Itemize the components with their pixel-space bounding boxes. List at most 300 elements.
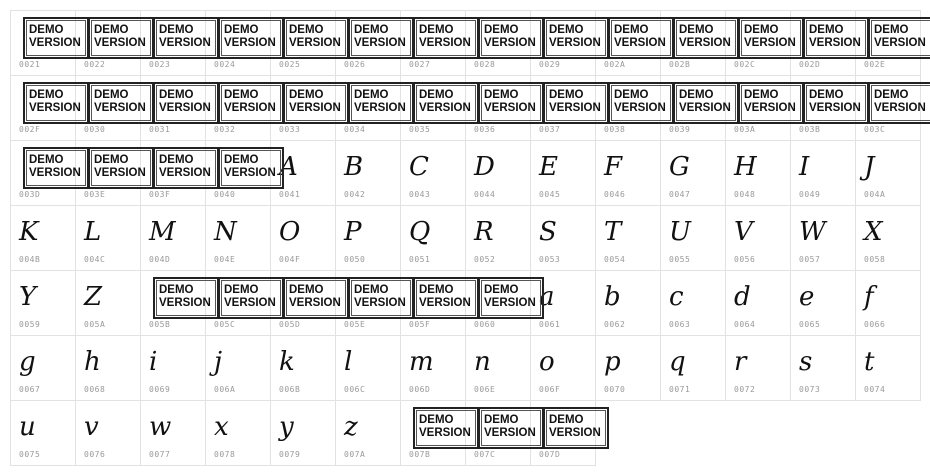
glyph-code-label: 005E	[344, 320, 366, 329]
demo-version-placeholder	[348, 17, 414, 59]
demo-version-placeholder	[218, 82, 284, 124]
glyph-code-label: 002A	[604, 60, 626, 69]
glyph-code-label: 0027	[409, 60, 431, 69]
demo-version-placeholder	[283, 277, 349, 319]
demo-label-line1: DEMO	[809, 24, 844, 36]
demo-version-placeholder	[608, 17, 674, 59]
demo-label-line1: DEMO	[419, 89, 454, 101]
demo-label-line2: VERSION	[354, 102, 406, 114]
demo-label-line1: DEMO	[224, 284, 259, 296]
glyph-code-label: 007A	[344, 450, 366, 459]
demo-label-line1: DEMO	[419, 24, 454, 36]
glyph-code-label: 0024	[214, 60, 236, 69]
demo-label-line2: VERSION	[484, 297, 536, 309]
demo-label-line1: DEMO	[289, 24, 324, 36]
glyph-code-label: 004E	[214, 255, 236, 264]
glyph-code-label: 0037	[539, 125, 561, 134]
glyph-code-label: 0064	[734, 320, 756, 329]
demo-label-line1: DEMO	[744, 89, 779, 101]
glyph-code-label: 0072	[734, 385, 756, 394]
glyph-cell	[530, 140, 596, 206]
glyph-cell	[790, 140, 856, 206]
glyph-sample: V	[734, 217, 753, 247]
glyph-cell	[140, 335, 206, 401]
glyph-sample: H	[734, 152, 757, 182]
glyph-sample: Y	[19, 282, 37, 312]
demo-label-line2: VERSION	[289, 297, 341, 309]
glyph-sample: h	[84, 347, 101, 377]
demo-version-placeholder	[88, 17, 154, 59]
demo-label-line1: DEMO	[484, 414, 519, 426]
demo-label-line2: VERSION	[289, 102, 341, 114]
glyph-code-label: 003E	[84, 190, 106, 199]
glyph-sample: r	[734, 347, 747, 377]
glyph-cell	[10, 335, 76, 401]
demo-label-line2: VERSION	[289, 37, 341, 49]
glyph-sample: o	[539, 347, 555, 377]
demo-label-line1: DEMO	[29, 24, 64, 36]
demo-label-line1: DEMO	[679, 89, 714, 101]
glyph-code-label: 0032	[214, 125, 236, 134]
demo-label-line1: DEMO	[614, 24, 649, 36]
demo-version-placeholder	[153, 17, 219, 59]
demo-label-line2: VERSION	[614, 102, 666, 114]
glyph-code-label: 002E	[864, 60, 886, 69]
demo-label-line1: DEMO	[614, 89, 649, 101]
glyph-code-label: 0031	[149, 125, 171, 134]
glyph-cell	[400, 140, 466, 206]
glyph-code-label: 002F	[19, 125, 41, 134]
glyph-code-label: 006F	[539, 385, 561, 394]
glyph-sample: N	[214, 217, 237, 247]
glyph-code-label: 007D	[539, 450, 561, 459]
glyph-cell	[725, 335, 791, 401]
glyph-cell	[595, 335, 661, 401]
demo-label-line1: DEMO	[224, 154, 259, 166]
demo-label-line2: VERSION	[159, 102, 211, 114]
glyph-code-label: 0066	[864, 320, 886, 329]
glyph-code-label: 0063	[669, 320, 691, 329]
glyph-code-label: 0069	[149, 385, 171, 394]
glyph-code-label: 003F	[149, 190, 171, 199]
glyph-sample: x	[214, 412, 229, 442]
glyph-sample: u	[19, 412, 36, 442]
glyph-code-label: 005D	[279, 320, 301, 329]
demo-version-placeholder	[88, 147, 154, 189]
glyph-code-label: 003B	[799, 125, 821, 134]
glyph-sample: m	[409, 347, 434, 377]
glyph-code-label: 004D	[149, 255, 171, 264]
demo-label-line1: DEMO	[94, 89, 129, 101]
demo-label-line2: VERSION	[94, 37, 146, 49]
glyph-code-label: 0067	[19, 385, 41, 394]
glyph-sample: q	[669, 347, 686, 377]
glyph-cell	[595, 270, 661, 336]
demo-label-line1: DEMO	[159, 89, 194, 101]
demo-version-placeholder	[803, 17, 869, 59]
glyph-code-label: 0044	[474, 190, 496, 199]
demo-label-line2: VERSION	[29, 37, 81, 49]
demo-label-line2: VERSION	[874, 37, 926, 49]
glyph-code-label: 002B	[669, 60, 691, 69]
glyph-code-label: 0071	[669, 385, 691, 394]
glyph-code-label: 0074	[864, 385, 886, 394]
glyph-cell	[335, 205, 401, 271]
demo-label-line2: VERSION	[549, 37, 601, 49]
glyph-sample: i	[149, 347, 158, 377]
glyph-code-label: 0046	[604, 190, 626, 199]
demo-label-line1: DEMO	[354, 24, 389, 36]
glyph-code-label: 0054	[604, 255, 626, 264]
glyph-cell	[10, 205, 76, 271]
demo-version-placeholder	[88, 82, 154, 124]
glyph-sample: P	[344, 217, 362, 247]
demo-label-line1: DEMO	[549, 89, 584, 101]
glyph-sample: f	[864, 282, 874, 312]
demo-label-line2: VERSION	[679, 102, 731, 114]
glyph-code-label: 0030	[84, 125, 106, 134]
glyph-sample: O	[279, 217, 301, 247]
glyph-code-label: 0056	[734, 255, 756, 264]
glyph-cell	[855, 205, 921, 271]
demo-label-line2: VERSION	[614, 37, 666, 49]
glyph-cell	[465, 205, 531, 271]
glyph-code-label: 006C	[344, 385, 366, 394]
glyph-sample: G	[669, 152, 690, 182]
glyph-cell	[205, 400, 271, 466]
glyph-code-label: 0057	[799, 255, 821, 264]
glyph-code-label: 0029	[539, 60, 561, 69]
demo-label-line2: VERSION	[679, 37, 731, 49]
glyph-code-label: 006E	[474, 385, 496, 394]
demo-label-line2: VERSION	[809, 37, 861, 49]
glyph-code-label: 007B	[409, 450, 431, 459]
glyph-code-label: 0041	[279, 190, 301, 199]
demo-label-line1: DEMO	[94, 154, 129, 166]
glyph-code-label: 003A	[734, 125, 756, 134]
glyph-cell	[530, 335, 596, 401]
glyph-code-label: 002D	[799, 60, 821, 69]
glyph-cell	[10, 140, 81, 206]
demo-version-placeholder	[478, 17, 544, 59]
glyph-sample: F	[604, 152, 623, 182]
glyph-cell	[75, 270, 141, 336]
glyph-cell	[855, 335, 921, 401]
glyph-code-label: 0062	[604, 320, 626, 329]
demo-label-line2: VERSION	[224, 102, 276, 114]
demo-label-line2: VERSION	[419, 102, 471, 114]
demo-label-line2: VERSION	[224, 167, 276, 179]
demo-label-line2: VERSION	[224, 37, 276, 49]
demo-label-line2: VERSION	[484, 427, 536, 439]
demo-version-placeholder	[543, 82, 609, 124]
glyph-code-label: 0021	[19, 60, 41, 69]
glyph-code-label: 0060	[474, 320, 496, 329]
glyph-code-label: 0033	[279, 125, 301, 134]
demo-version-placeholder	[413, 17, 479, 59]
demo-label-line1: DEMO	[224, 24, 259, 36]
demo-version-placeholder	[478, 277, 544, 319]
glyph-cell	[75, 205, 141, 271]
demo-version-placeholder	[153, 147, 219, 189]
demo-label-line2: VERSION	[484, 37, 536, 49]
glyph-cell	[10, 400, 76, 466]
demo-label-line2: VERSION	[874, 102, 926, 114]
glyph-code-label: 0042	[344, 190, 366, 199]
glyph-sample: y	[279, 412, 294, 442]
demo-label-line1: DEMO	[354, 89, 389, 101]
demo-label-line1: DEMO	[29, 154, 64, 166]
glyph-code-label: 0079	[279, 450, 301, 459]
glyph-code-label: 0068	[84, 385, 106, 394]
glyph-code-label: 002C	[734, 60, 756, 69]
glyph-cell	[205, 335, 271, 401]
glyph-sample: M	[149, 217, 176, 247]
glyph-code-label: 0038	[604, 125, 626, 134]
demo-label-line2: VERSION	[159, 167, 211, 179]
glyph-code-label: 0076	[84, 450, 106, 459]
demo-version-placeholder	[738, 17, 804, 59]
glyph-sample: R	[474, 217, 494, 247]
demo-label-line1: DEMO	[289, 284, 324, 296]
demo-label-line2: VERSION	[549, 102, 601, 114]
demo-label-line2: VERSION	[744, 37, 796, 49]
glyph-cell	[855, 140, 921, 206]
demo-label-line1: DEMO	[354, 284, 389, 296]
glyph-sample: T	[604, 217, 622, 247]
glyph-code-label: 003C	[864, 125, 886, 134]
glyph-sample: e	[799, 282, 815, 312]
glyph-sample: k	[279, 347, 295, 377]
glyph-code-label: 004A	[864, 190, 886, 199]
demo-label-line2: VERSION	[159, 297, 211, 309]
glyph-cell	[335, 335, 401, 401]
glyph-code-label: 0058	[864, 255, 886, 264]
glyph-code-label: 0048	[734, 190, 756, 199]
demo-label-line1: DEMO	[94, 24, 129, 36]
glyph-sample: I	[799, 152, 810, 182]
demo-version-placeholder	[608, 82, 674, 124]
glyph-sample: v	[84, 412, 99, 442]
demo-version-placeholder	[478, 407, 544, 449]
glyph-cell	[595, 140, 661, 206]
glyph-sample: U	[669, 217, 691, 247]
glyph-cell	[270, 205, 336, 271]
glyph-cell	[530, 205, 596, 271]
glyph-cell	[660, 270, 726, 336]
glyph-code-label: 004B	[19, 255, 41, 264]
demo-version-placeholder	[478, 82, 544, 124]
demo-version-placeholder	[283, 82, 349, 124]
glyph-sample: A	[279, 152, 298, 182]
demo-label-line2: VERSION	[224, 297, 276, 309]
glyph-sample: b	[604, 282, 621, 312]
glyph-code-label: 0065	[799, 320, 821, 329]
glyph-cell	[400, 335, 466, 401]
glyph-cell	[790, 335, 856, 401]
glyph-code-label: 0050	[344, 255, 366, 264]
glyph-code-label: 005B	[149, 320, 171, 329]
demo-label-line1: DEMO	[744, 24, 779, 36]
demo-label-line1: DEMO	[484, 24, 519, 36]
glyph-cell	[725, 205, 791, 271]
demo-label-line2: VERSION	[94, 102, 146, 114]
glyph-code-label: 006B	[279, 385, 301, 394]
demo-version-placeholder	[413, 407, 479, 449]
demo-label-line1: DEMO	[549, 24, 584, 36]
glyph-code-label: 0028	[474, 60, 496, 69]
glyph-code-label: 007C	[474, 450, 496, 459]
demo-version-placeholder	[153, 277, 219, 319]
glyph-code-label: 004C	[84, 255, 106, 264]
glyph-code-label: 005C	[214, 320, 236, 329]
glyph-cell	[465, 140, 531, 206]
demo-version-placeholder	[153, 82, 219, 124]
glyph-code-label: 0026	[344, 60, 366, 69]
demo-version-placeholder	[348, 277, 414, 319]
demo-label-line2: VERSION	[419, 297, 471, 309]
glyph-cell	[10, 270, 76, 336]
demo-version-placeholder	[543, 17, 609, 59]
glyph-code-label: 004F	[279, 255, 301, 264]
demo-version-placeholder	[218, 277, 284, 319]
glyph-cell	[140, 400, 206, 466]
glyph-code-label: 0045	[539, 190, 561, 199]
demo-label-line1: DEMO	[159, 24, 194, 36]
demo-version-placeholder	[23, 147, 89, 189]
glyph-sample: K	[19, 217, 39, 247]
glyph-code-label: 0025	[279, 60, 301, 69]
glyph-cell	[660, 335, 726, 401]
glyph-cell	[400, 400, 471, 466]
glyph-cell	[855, 270, 921, 336]
glyph-sample: Z	[84, 282, 103, 312]
glyph-code-label: 0077	[149, 450, 171, 459]
glyph-code-label: 0075	[19, 450, 41, 459]
glyph-sample: d	[734, 282, 751, 312]
glyph-sample: p	[604, 347, 621, 377]
glyph-cell	[10, 75, 81, 141]
demo-version-placeholder	[803, 82, 869, 124]
glyph-code-label: 005A	[84, 320, 106, 329]
glyph-sample: z	[344, 412, 358, 442]
glyph-cell	[465, 335, 531, 401]
demo-version-placeholder	[738, 82, 804, 124]
demo-label-line2: VERSION	[484, 102, 536, 114]
demo-version-placeholder	[868, 82, 930, 124]
glyph-sample: E	[539, 152, 558, 182]
glyph-sample: w	[149, 412, 172, 442]
demo-label-line1: DEMO	[29, 89, 64, 101]
glyph-code-label: 005F	[409, 320, 431, 329]
glyph-cell	[140, 205, 206, 271]
glyph-cell	[725, 270, 791, 336]
glyph-sample: a	[539, 282, 555, 312]
glyph-code-label: 0078	[214, 450, 236, 459]
demo-version-placeholder	[868, 17, 930, 59]
demo-label-line2: VERSION	[94, 167, 146, 179]
demo-version-placeholder	[348, 82, 414, 124]
demo-label-line1: DEMO	[224, 89, 259, 101]
glyph-sample: S	[539, 217, 557, 247]
glyph-cell	[10, 10, 81, 76]
glyph-sample: j	[214, 347, 223, 377]
glyph-code-label: 0036	[474, 125, 496, 134]
glyph-code-label: 0049	[799, 190, 821, 199]
demo-version-placeholder	[283, 17, 349, 59]
glyph-cell	[595, 205, 661, 271]
glyph-sample: n	[474, 347, 491, 377]
demo-label-line2: VERSION	[809, 102, 861, 114]
demo-version-placeholder	[543, 407, 609, 449]
demo-label-line1: DEMO	[289, 89, 324, 101]
demo-version-placeholder	[673, 82, 739, 124]
glyph-cell	[270, 335, 336, 401]
glyph-cell	[140, 270, 211, 336]
glyph-cell	[75, 335, 141, 401]
demo-label-line1: DEMO	[874, 89, 909, 101]
glyph-sample: B	[344, 152, 364, 182]
glyph-code-label: 0047	[669, 190, 691, 199]
glyph-code-label: 0035	[409, 125, 431, 134]
glyph-code-label: 0034	[344, 125, 366, 134]
glyph-cell	[400, 205, 466, 271]
glyph-sample: l	[344, 347, 353, 377]
glyph-code-label: 0055	[669, 255, 691, 264]
glyph-code-label: 006D	[409, 385, 431, 394]
demo-version-placeholder	[23, 82, 89, 124]
demo-version-placeholder	[413, 277, 479, 319]
demo-label-line2: VERSION	[549, 427, 601, 439]
glyph-sample: t	[864, 347, 875, 377]
glyph-cell	[790, 270, 856, 336]
demo-label-line2: VERSION	[419, 427, 471, 439]
glyph-sample: C	[409, 152, 429, 182]
demo-label-line1: DEMO	[159, 154, 194, 166]
demo-label-line1: DEMO	[874, 24, 909, 36]
glyph-cell	[205, 205, 271, 271]
demo-version-placeholder	[218, 147, 284, 189]
demo-label-line2: VERSION	[29, 167, 81, 179]
demo-label-line1: DEMO	[549, 414, 584, 426]
glyph-code-label: 006A	[214, 385, 236, 394]
glyph-cell	[725, 140, 791, 206]
glyph-code-label: 0073	[799, 385, 821, 394]
demo-label-line1: DEMO	[679, 24, 714, 36]
glyph-code-label: 0061	[539, 320, 561, 329]
demo-label-line1: DEMO	[484, 89, 519, 101]
demo-version-placeholder	[673, 17, 739, 59]
glyph-sample: J	[864, 152, 875, 182]
demo-version-placeholder	[413, 82, 479, 124]
glyph-code-label: 0070	[604, 385, 626, 394]
glyph-code-label: 0053	[539, 255, 561, 264]
demo-label-line2: VERSION	[159, 37, 211, 49]
glyph-cell	[790, 205, 856, 271]
glyph-code-label: 003D	[19, 190, 41, 199]
glyph-code-label: 0052	[474, 255, 496, 264]
glyph-code-label: 0043	[409, 190, 431, 199]
glyph-cell	[335, 140, 401, 206]
glyph-sample: L	[84, 217, 102, 247]
demo-label-line2: VERSION	[29, 102, 81, 114]
glyph-sample: Q	[409, 217, 431, 247]
glyph-sample: X	[864, 217, 883, 247]
glyph-sample: g	[19, 347, 36, 377]
glyph-sample: c	[669, 282, 684, 312]
glyph-code-label: 0039	[669, 125, 691, 134]
glyph-cell	[75, 400, 141, 466]
